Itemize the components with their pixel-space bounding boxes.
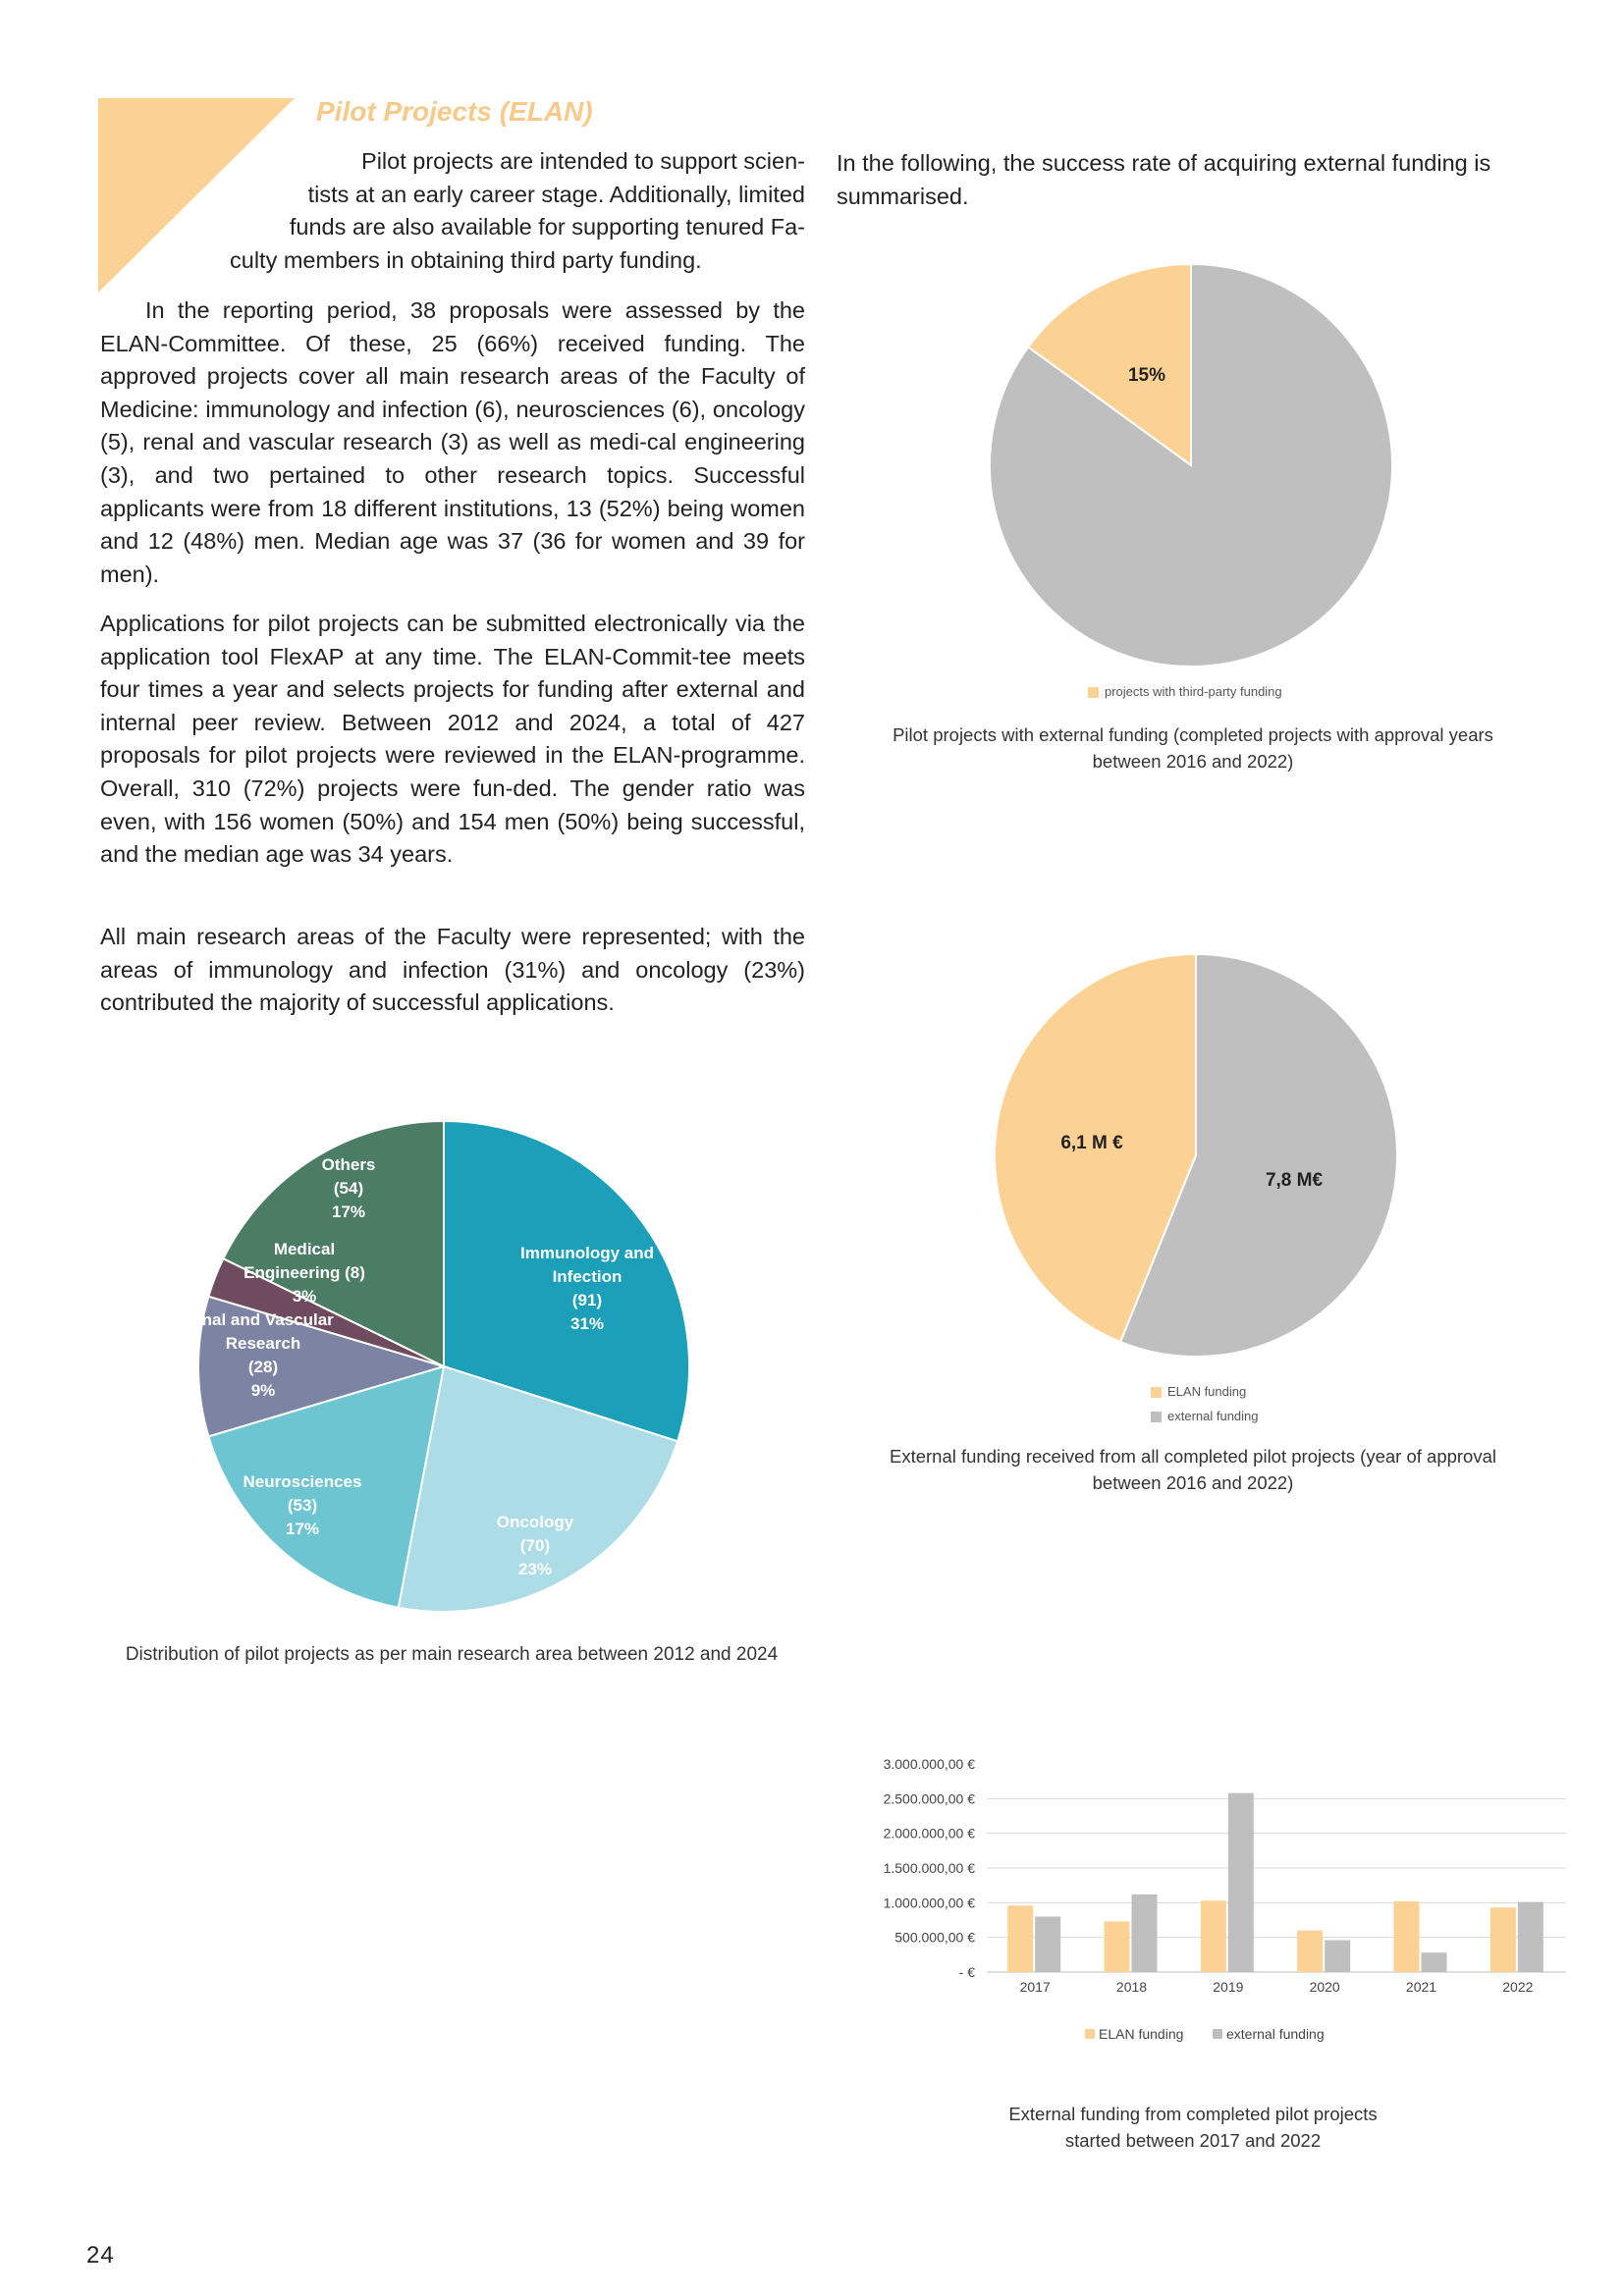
y-tick-label: 500.000,00 €: [894, 1929, 975, 1946]
bar-external-2017: [1035, 1916, 1060, 1972]
y-tick-label: - €: [958, 1964, 975, 1980]
x-tick-label: 2017: [1019, 1979, 1051, 1995]
bar-external-2020: [1325, 1940, 1350, 1972]
funding-amount-pie-chart: [982, 952, 1414, 1364]
funding-amount-legend: [1151, 1379, 1259, 1428]
paragraph-1: In the reporting period, 38 proposals were assessed by the ELAN-Committee. Of these, 25 (66%) received funding. The approved projects cover all main research areas of the Faculty of Medicine: immunology and infection (6), neurosciences (6), oncology (5), renal and vascular research (3) as well as medi-cal engineering (3), and two pertained to other research topics. Successful applicants were from 18 different institutions, 13 (52%) being women and 12 (48%) men. Median age was 37 (36 for women and 39 for men).: [100, 297, 805, 587]
x-tick-label: 2021: [1405, 1979, 1437, 1995]
intro-line-2: tists at an early career stage. Additionally, limited: [307, 181, 805, 207]
pie-label-elan-amount: 6,1 M €: [1060, 1133, 1123, 1153]
third-party-legend: [1088, 684, 1282, 699]
legend-item-external: [1151, 1404, 1259, 1428]
bar-elan-2021: [1394, 1901, 1420, 1972]
legend-label-elan: ELAN funding: [1167, 1384, 1247, 1399]
page-number: 24: [86, 2242, 115, 2269]
y-tick-label: 2.500.000,00 €: [883, 1790, 975, 1807]
intro-line-1: Pilot projects are intended to support scien-: [361, 148, 805, 174]
pie-label-2: Neurosciences (53) 17%: [243, 1472, 362, 1538]
funding-amount-caption-line-2: between 2016 and 2022): [1092, 1472, 1294, 1493]
bar-chart-legend: [1085, 2026, 1325, 2042]
pie-label-4: Medical Engineering (8) 3%: [244, 1240, 365, 1306]
legend-label-0: ELAN funding: [1099, 2026, 1184, 2042]
legend-label-1: external funding: [1226, 2026, 1325, 2042]
third-party-caption: [835, 721, 1551, 774]
intro-line-4: culty members in obtaining third party funding.: [230, 246, 702, 273]
pie-label-third-party-percent: 15%: [1127, 365, 1166, 386]
funding-amount-caption: [835, 1443, 1551, 1496]
bar-external-2021: [1422, 1952, 1447, 1972]
bar-elan-2017: [1007, 1905, 1033, 1972]
pie-label-0: Immunology and Infection (91) 31%: [520, 1244, 654, 1333]
legend-label-third-party: projects with third-party funding: [1105, 684, 1282, 699]
bar-elan-2022: [1490, 1907, 1516, 1972]
legend-swatch-0: [1085, 2029, 1095, 2039]
paragraph-3: All main research areas of the Faculty were represented; with the areas of immunology and infection (31%) and oncology (23%) contributed the majority of successful applications.: [100, 924, 805, 1016]
funding-amount-caption-line-1: External funding received from all completed pilot projects (year of approval: [889, 1446, 1496, 1467]
pie-label-external-amount: 7,8 M€: [1265, 1170, 1324, 1191]
x-tick-label: 2022: [1502, 1979, 1534, 1995]
legend-swatch-external: [1151, 1412, 1162, 1422]
y-tick-label: 2.000.000,00 €: [883, 1825, 975, 1842]
bar-external-2018: [1132, 1895, 1158, 1972]
legend-swatch-1: [1213, 2029, 1222, 2039]
third-party-caption-line-2: between 2016 and 2022): [1092, 751, 1294, 772]
y-tick-label: 1.000.000,00 €: [883, 1895, 975, 1911]
legend-swatch-elan: [1151, 1387, 1162, 1398]
pie-label-3: enal and Vascular Research (28) 9%: [192, 1310, 334, 1400]
paragraph-2: Applications for pilot projects can be submitted electronically via the application tool FlexAP at any time. The ELAN-Commit-tee meets four times a year and selects projects for funding after external and internal peer review. Between 2012 and 2024, a total of 427 proposals for pilot projects were reviewed in the ELAN-programme. Overall, 310 (72%) projects were fun-ded. The gender ratio was even, with 156 women (50%) and 154 men (50%) being successful, and the median age was 34 years.: [100, 611, 805, 868]
y-tick-label: 3.000.000,00 €: [883, 1756, 975, 1772]
funding-bar-caption-line-2: started between 2017 and 2022: [1064, 2130, 1322, 2151]
x-tick-label: 2020: [1309, 1979, 1340, 1995]
legend-item-elan: [1151, 1379, 1259, 1404]
y-tick-label: 1.500.000,00 €: [883, 1860, 975, 1876]
legend-label-external: external funding: [1167, 1409, 1259, 1423]
section-title: Pilot Projects (ELAN): [316, 96, 593, 127]
bar-elan-2020: [1297, 1931, 1323, 1972]
funding-bar-caption: [835, 2101, 1551, 2154]
third-party-pie-chart: [982, 257, 1404, 679]
pie-label-1: Oncology (70) 23%: [496, 1513, 574, 1578]
bar-external-2022: [1518, 1902, 1543, 1972]
research-area-caption: Distribution of pilot projects as per main research area between 2012 and 2024: [125, 1644, 779, 1665]
x-tick-label: 2018: [1115, 1979, 1148, 1995]
funding-bar-caption-line-1: External funding from completed pilot projects: [1008, 2104, 1378, 2124]
pie-label-5: Others (54) 17%: [321, 1155, 376, 1221]
legend-swatch-third-party: [1088, 687, 1099, 698]
research-area-pie-chart: [187, 1109, 717, 1629]
right-intro: In the following, the success rate of acquiring external funding is summarised.: [837, 150, 1491, 209]
third-party-caption-line-1: Pilot projects with external funding (completed projects with approval years: [893, 724, 1493, 745]
funding-bar-chart: [844, 1742, 1571, 2056]
x-tick-label: 2019: [1213, 1979, 1244, 1995]
intro-block: [187, 145, 805, 277]
intro-line-3: funds are also available for supporting tenured Fa-: [289, 214, 805, 240]
bar-elan-2018: [1105, 1921, 1130, 1972]
bar-external-2019: [1228, 1793, 1254, 1972]
bar-elan-2019: [1201, 1900, 1226, 1972]
